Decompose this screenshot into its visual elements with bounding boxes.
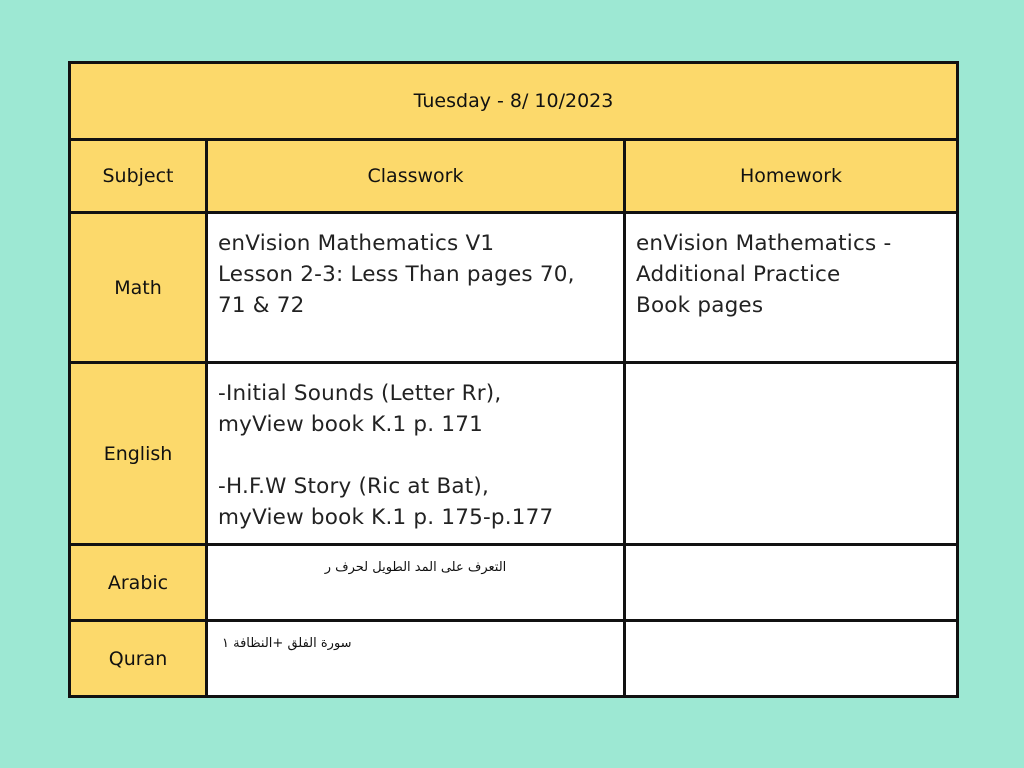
subject-arabic: Arabic	[70, 545, 207, 621]
homework-english	[625, 363, 958, 545]
schedule-title: Tuesday - 8/ 10/2023	[70, 63, 958, 140]
table-row-math	[70, 213, 958, 363]
title-row	[70, 63, 958, 140]
homework-quran	[625, 621, 958, 697]
homework-arabic	[625, 545, 958, 621]
classwork-quran: سورة الفلق +النظافة ١	[222, 636, 352, 651]
schedule-table	[68, 61, 959, 698]
classwork-english: -Initial Sounds (Letter Rr), myView book K.1 p. 171 -H.F.W Story (Ric at Bat), myView book K.1 p. 175-p.177	[207, 363, 625, 545]
classwork-quran-cell	[207, 621, 625, 697]
table-row-arabic	[70, 545, 958, 621]
classwork-arabic: التعرف على المد الطويل لحرف ر	[324, 560, 507, 575]
header-homework: Homework	[625, 140, 958, 213]
subject-english: English	[70, 363, 207, 545]
header-row	[70, 140, 958, 213]
header-subject: Subject	[70, 140, 207, 213]
table-row-english	[70, 363, 958, 545]
subject-quran: Quran	[70, 621, 207, 697]
table-row-quran	[70, 621, 958, 697]
subject-math: Math	[70, 213, 207, 363]
classwork-arabic-cell	[207, 545, 625, 621]
classwork-math: enVision Mathematics V1 Lesson 2-3: Less Than pages 70, 71 & 72	[207, 213, 625, 363]
homework-math: enVision Mathematics - Additional Practice Book pages	[625, 213, 958, 363]
header-classwork: Classwork	[207, 140, 625, 213]
